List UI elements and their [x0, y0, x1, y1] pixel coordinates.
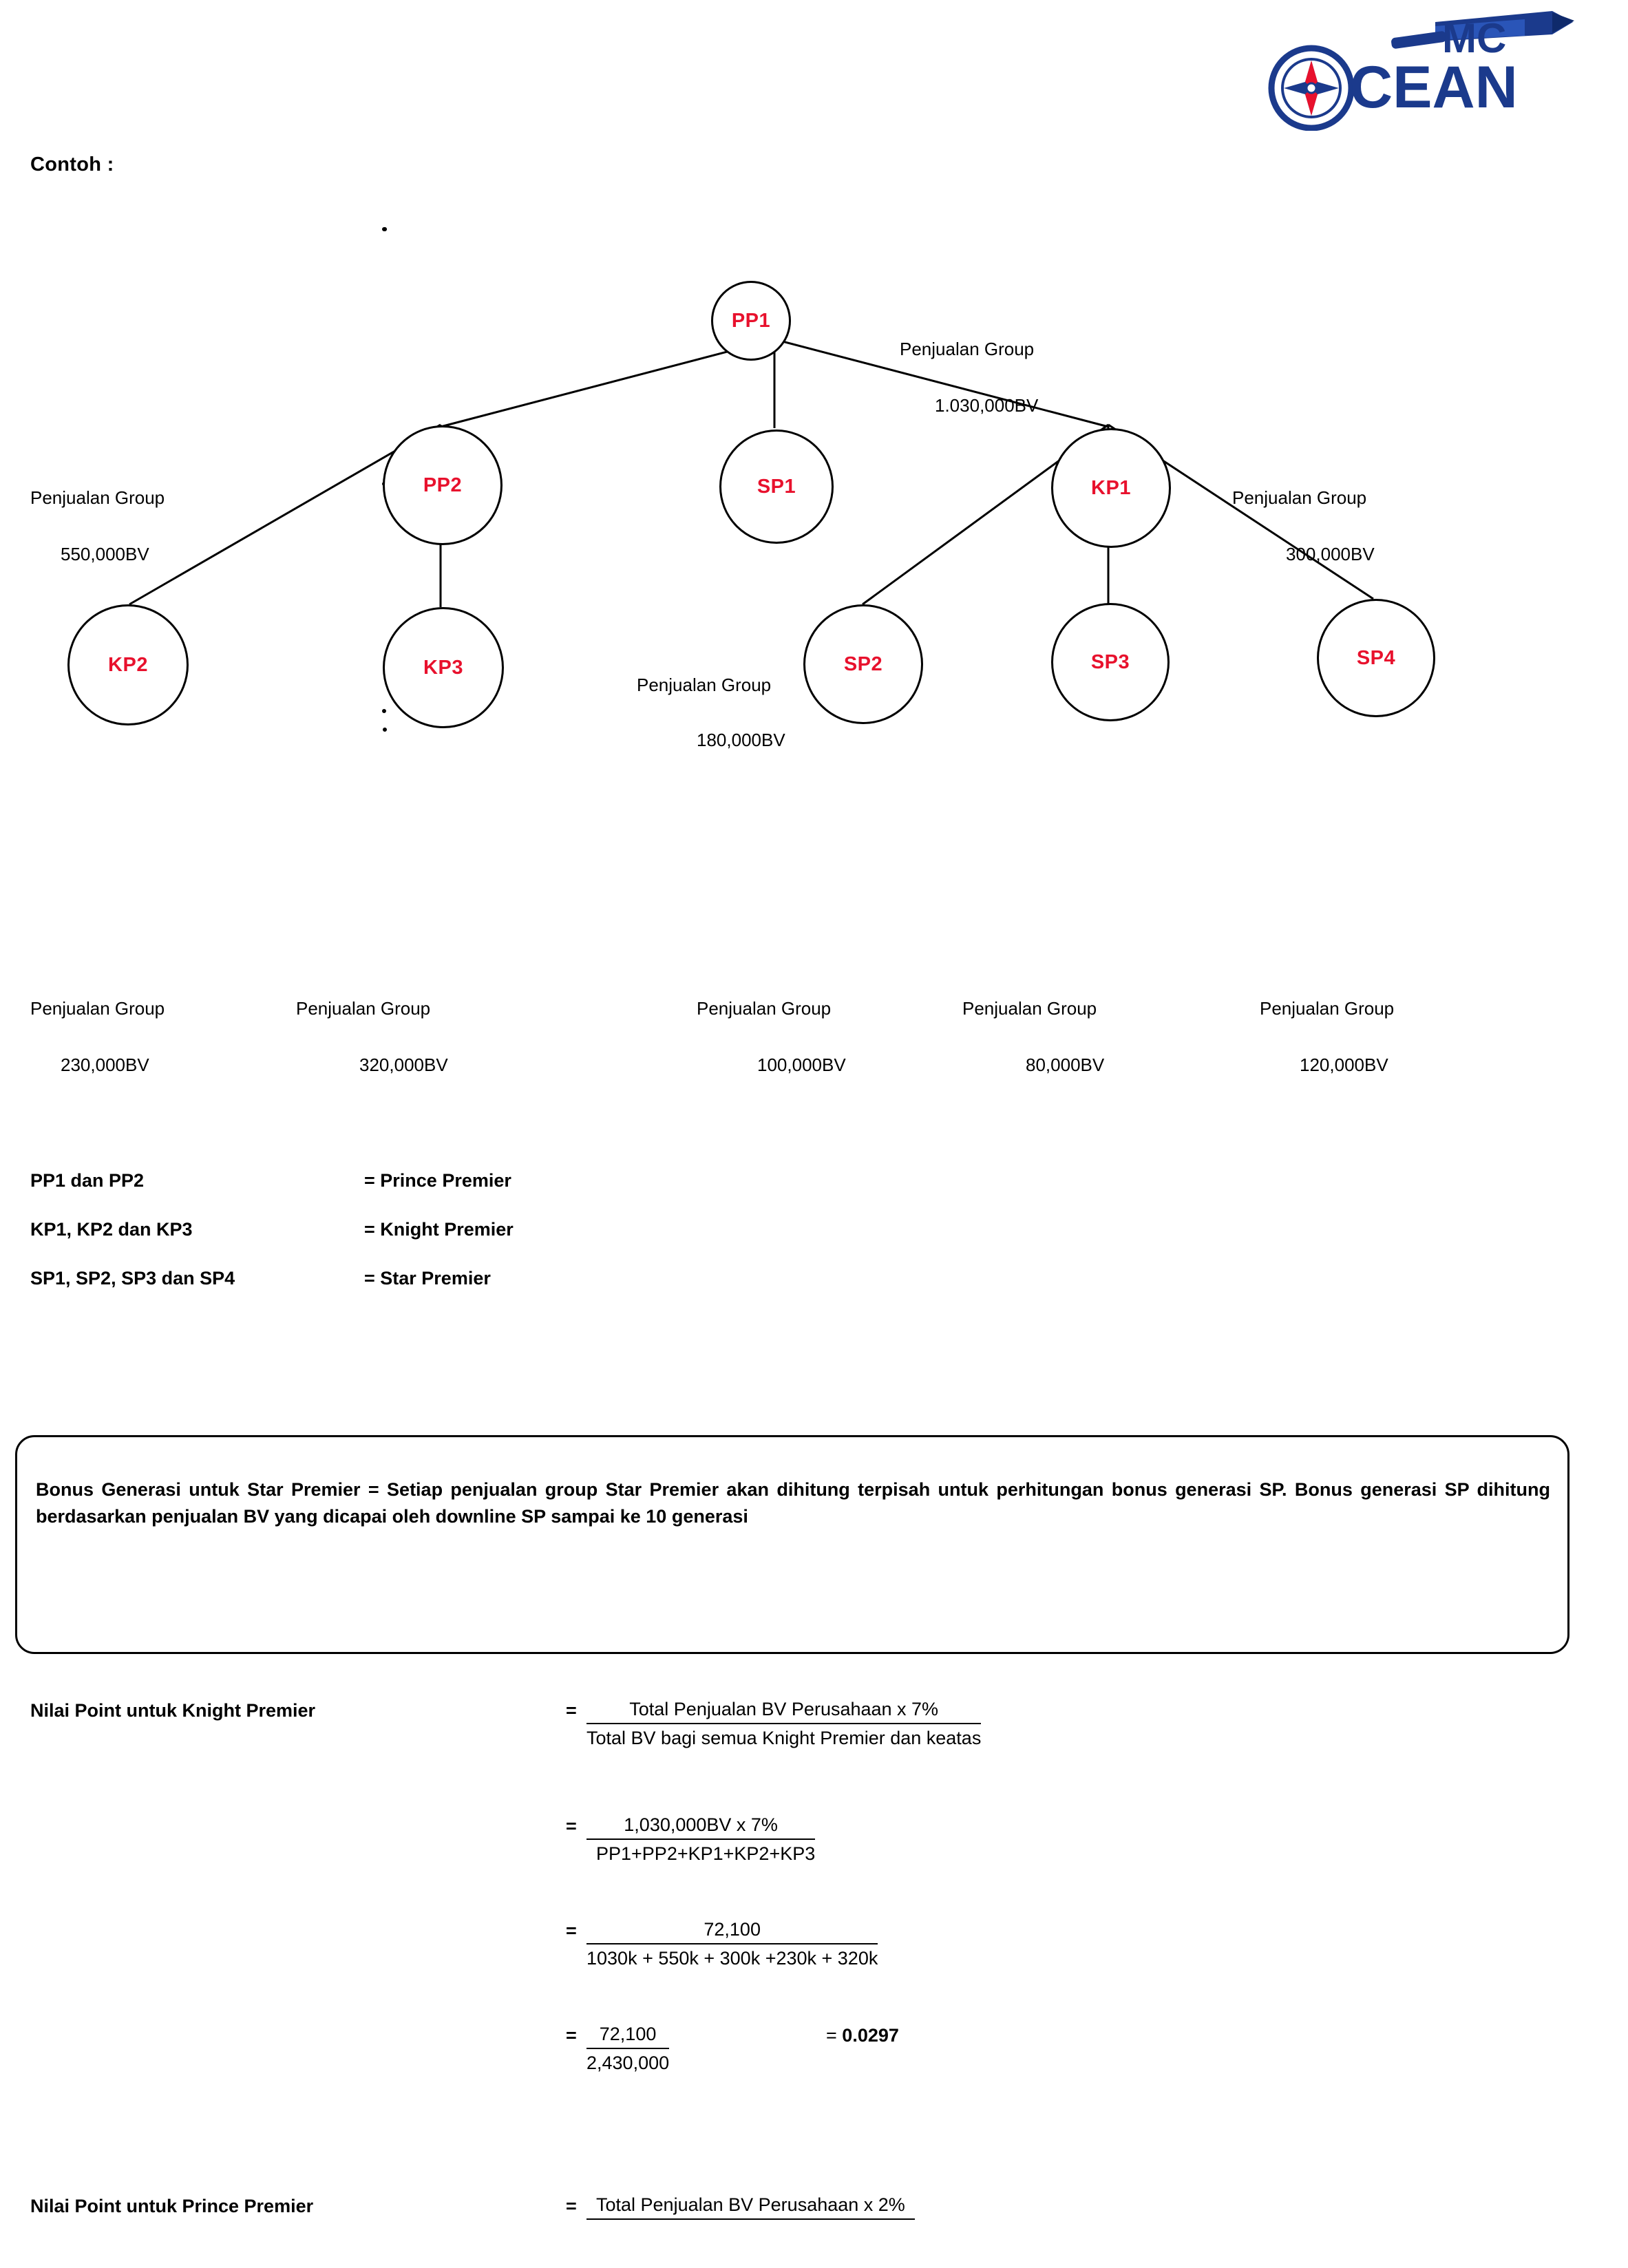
sp2-group-value: 100,000BV [757, 1054, 846, 1075]
sp2-group-label: Penjualan Group [697, 998, 832, 1019]
legend-row [30, 1268, 856, 1289]
legend [30, 1170, 856, 1317]
node-sp4-label: SP4 [1356, 646, 1396, 669]
node-pp1-label: PP1 [731, 309, 771, 332]
legend-key-sp: SP1, SP2, SP3 dan SP4 [30, 1268, 235, 1289]
node-pp2-shape [383, 227, 387, 231]
legend-key-kp: KP1, KP2 dan KP3 [30, 1219, 193, 1240]
knight-step-3-denominator: 1030k + 550k + 300k +230k + 320k [586, 1948, 878, 1969]
knight-eq-1: = [566, 1700, 577, 1721]
mc-ocean-logo [1229, 7, 1587, 131]
kp3-group-value: 320,000BV [359, 1054, 448, 1075]
node-sp3 [1051, 603, 1170, 721]
prince-step-1-numerator: Total Penjualan BV Perusahaan x 2% [586, 2194, 915, 2220]
node-sp2 [803, 604, 923, 724]
sp1-group-label: Penjualan Group [637, 675, 772, 695]
legend-key-pp: PP1 dan PP2 [30, 1170, 145, 1191]
node-kp3-label: KP3 [423, 656, 463, 679]
kp1-group-value: 300,000BV [1286, 544, 1375, 564]
node-pp1 [711, 281, 791, 361]
knight-eq-4: = [566, 2025, 577, 2046]
organization-tree-diagram [0, 227, 1628, 1101]
knight-eq-3: = [566, 1920, 577, 1941]
node-sp1-label: SP1 [757, 475, 796, 498]
node-kp3 [383, 607, 504, 728]
svg-text:CEAN: CEAN [1350, 54, 1518, 120]
sp1-group-value: 180,000BV [697, 730, 785, 750]
node-sp2-label: SP2 [843, 653, 883, 675]
knight-step-2-denominator: PP1+PP2+KP1+KP2+KP3 [596, 1843, 816, 1864]
bonus-callout-box [15, 1435, 1569, 1654]
knight-premier-title: Nilai Point untuk Knight Premier [30, 1700, 316, 1721]
knight-step-2-numerator: 1,030,000BV x 7% [586, 1814, 815, 1840]
knight-step-2 [586, 1814, 815, 1865]
knight-step-1-denominator: Total BV bagi semua Knight Premier dan keatas [586, 1728, 982, 1748]
page-title: Contoh : [30, 153, 114, 176]
node-kp2 [67, 604, 189, 725]
legend-value-kp: = Knight Premier [364, 1219, 514, 1240]
node-pp2-label: PP2 [423, 474, 463, 496]
knight-step-3-numerator: 72,100 [586, 1919, 878, 1944]
node-pp2 [382, 709, 386, 713]
knight-step-4-numerator: 72,100 [586, 2024, 669, 2049]
node-kp1 [1051, 428, 1171, 548]
svg-text:MC: MC [1442, 15, 1507, 61]
node-kp1-label: KP1 [1091, 476, 1131, 499]
knight-step-4 [586, 2024, 669, 2074]
legend-row [30, 1219, 856, 1240]
kp2-group-value: 230,000BV [61, 1054, 149, 1075]
sp3-group-value: 80,000BV [1026, 1054, 1105, 1075]
bonus-callout-text: Bonus Generasi untuk Star Premier = Setiap penjualan group Star Premier akan dihitung terpisah untuk perhitungan bonus generasi SP. Bonus generasi SP dihitung berdasarkan penjualan BV yang dicapai oleh downline SP sampai ke 10 generasi [36, 1479, 1550, 1527]
node-kp2-label: KP2 [108, 653, 148, 676]
kp1-group-label: Penjualan Group [1232, 487, 1367, 508]
node-sp1 [719, 430, 834, 544]
kp2-group-label: Penjualan Group [30, 998, 165, 1019]
node-sp3-label: SP3 [1090, 650, 1130, 673]
kp3-group-label: Penjualan Group [296, 998, 431, 1019]
node-pp2-circle [383, 728, 387, 732]
knight-eq-2: = [566, 1816, 577, 1836]
prince-step-1 [586, 2194, 915, 2220]
legend-value-sp: = Star Premier [364, 1268, 491, 1289]
pp2-group-label: Penjualan Group [30, 487, 165, 508]
node-sp4 [1317, 599, 1435, 717]
pp1-group-label: Penjualan Group [900, 339, 1035, 359]
sp3-group-label: Penjualan Group [962, 998, 1097, 1019]
prince-eq-1: = [566, 2196, 577, 2216]
legend-row [30, 1170, 856, 1191]
knight-step-1-numerator: Total Penjualan BV Perusahaan x 7% [586, 1699, 981, 1724]
knight-result-eq: = [826, 2025, 837, 2046]
knight-result-value: 0.0297 [842, 2025, 899, 2046]
knight-result [826, 2025, 899, 2046]
knight-step-4-denominator: 2,430,000 [586, 2053, 670, 2073]
node-pp2 [383, 425, 503, 545]
sp4-group-value: 120,000BV [1300, 1054, 1388, 1075]
legend-value-pp: = Prince Premier [364, 1170, 511, 1191]
pp1-group-value: 1.030,000BV [935, 395, 1039, 416]
sp4-group-label: Penjualan Group [1260, 998, 1395, 1019]
knight-step-3 [586, 1919, 878, 1969]
knight-step-1 [586, 1699, 981, 1749]
prince-premier-title: Nilai Point untuk Prince Premier [30, 2196, 314, 2216]
pp2-group-value: 550,000BV [61, 544, 149, 564]
